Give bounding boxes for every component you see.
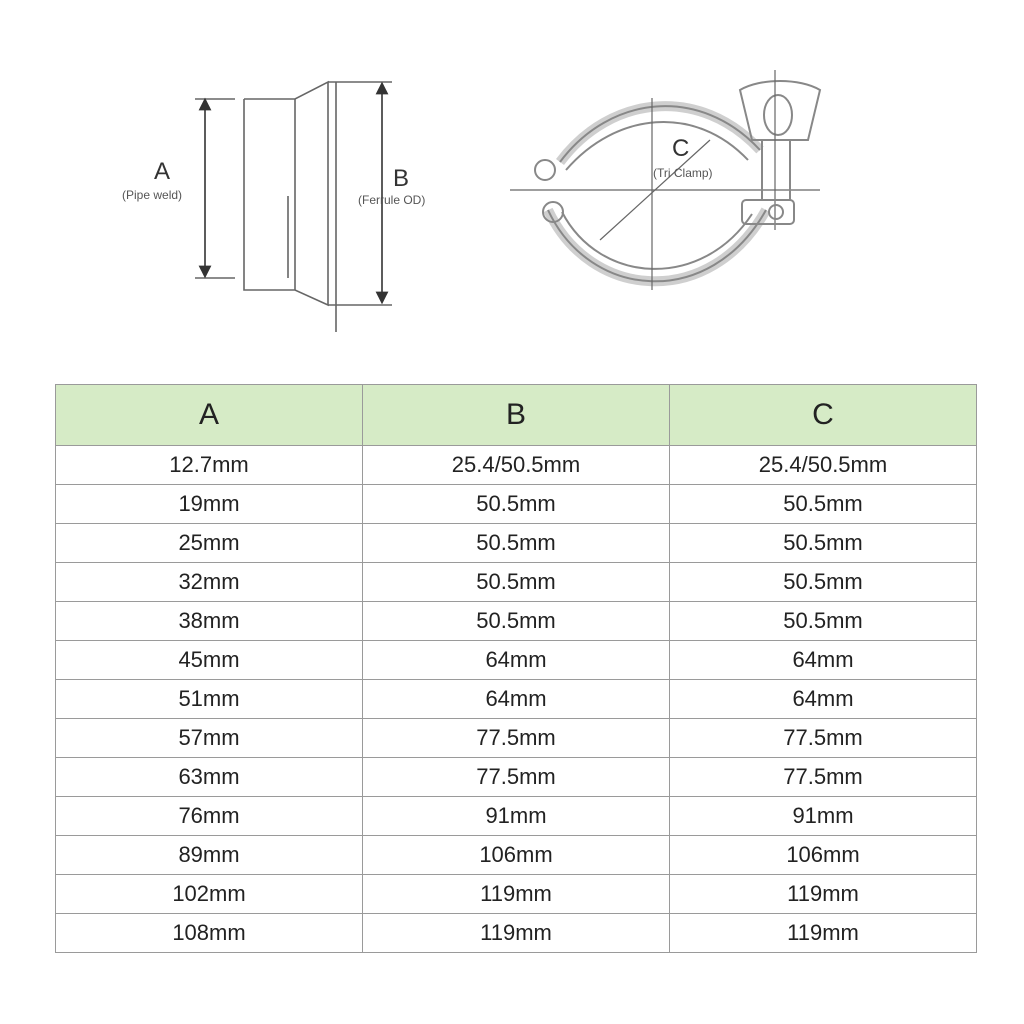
table-cell-a: 102mm xyxy=(56,875,363,914)
table-row xyxy=(56,641,977,680)
table-row xyxy=(56,680,977,719)
tri-clamp-drawing xyxy=(510,70,820,290)
table-row xyxy=(56,875,977,914)
ferrule-drawing xyxy=(195,82,392,332)
table-row xyxy=(56,602,977,641)
table-cell-b: 50.5mm xyxy=(363,602,670,641)
table-cell-c: 77.5mm xyxy=(670,719,977,758)
table-cell-b: 119mm xyxy=(363,875,670,914)
table-cell-a: 57mm xyxy=(56,719,363,758)
header-b: B xyxy=(363,385,670,446)
table-cell-b: 106mm xyxy=(363,836,670,875)
table-cell-c: 50.5mm xyxy=(670,602,977,641)
table-row xyxy=(56,758,977,797)
header-c: C xyxy=(670,385,977,446)
diagram-area xyxy=(0,0,1024,360)
table-cell-c: 64mm xyxy=(670,680,977,719)
table-cell-c: 91mm xyxy=(670,797,977,836)
table-cell-c: 50.5mm xyxy=(670,485,977,524)
table-cell-b: 50.5mm xyxy=(363,524,670,563)
label-b: B xyxy=(393,165,410,192)
table-cell-a: 45mm xyxy=(56,641,363,680)
table-row xyxy=(56,719,977,758)
table-cell-c: 77.5mm xyxy=(670,758,977,797)
label-a: A xyxy=(154,158,171,185)
table-cell-c: 119mm xyxy=(670,875,977,914)
header-a: A xyxy=(56,385,363,446)
table-cell-b: 77.5mm xyxy=(363,719,670,758)
ferrule-outline xyxy=(244,82,328,305)
table-cell-a: 12.7mm xyxy=(56,446,363,485)
label-c: C xyxy=(672,135,690,162)
table-cell-b: 77.5mm xyxy=(363,758,670,797)
table-body xyxy=(56,446,977,953)
table-cell-a: 63mm xyxy=(56,758,363,797)
table-row xyxy=(56,914,977,953)
table-cell-b: 25.4/50.5mm xyxy=(363,446,670,485)
table-cell-c: 64mm xyxy=(670,641,977,680)
label-b-note: (Ferrule OD) xyxy=(358,193,426,207)
table-cell-b: 50.5mm xyxy=(363,485,670,524)
table-cell-c: 106mm xyxy=(670,836,977,875)
table-cell-b: 91mm xyxy=(363,797,670,836)
table-row xyxy=(56,524,977,563)
table-cell-b: 50.5mm xyxy=(363,563,670,602)
table-cell-a: 76mm xyxy=(56,797,363,836)
table-cell-b: 64mm xyxy=(363,641,670,680)
table-row xyxy=(56,563,977,602)
table-row xyxy=(56,836,977,875)
table-cell-a: 38mm xyxy=(56,602,363,641)
size-table xyxy=(55,384,977,953)
table-cell-a: 51mm xyxy=(56,680,363,719)
table-cell-c: 119mm xyxy=(670,914,977,953)
table-cell-c: 25.4/50.5mm xyxy=(670,446,977,485)
table-cell-b: 119mm xyxy=(363,914,670,953)
table-cell-a: 25mm xyxy=(56,524,363,563)
label-a-note: (Pipe weld) xyxy=(122,188,183,202)
table-row xyxy=(56,446,977,485)
table-row xyxy=(56,797,977,836)
table-cell-c: 50.5mm xyxy=(670,524,977,563)
table-cell-a: 89mm xyxy=(56,836,363,875)
table-row xyxy=(56,485,977,524)
label-c-note: (Tri Clamp) xyxy=(653,166,713,180)
table-cell-a: 32mm xyxy=(56,563,363,602)
table-cell-a: 108mm xyxy=(56,914,363,953)
table-cell-c: 50.5mm xyxy=(670,563,977,602)
table-header-row xyxy=(56,385,977,446)
table-cell-a: 19mm xyxy=(56,485,363,524)
table-cell-b: 64mm xyxy=(363,680,670,719)
